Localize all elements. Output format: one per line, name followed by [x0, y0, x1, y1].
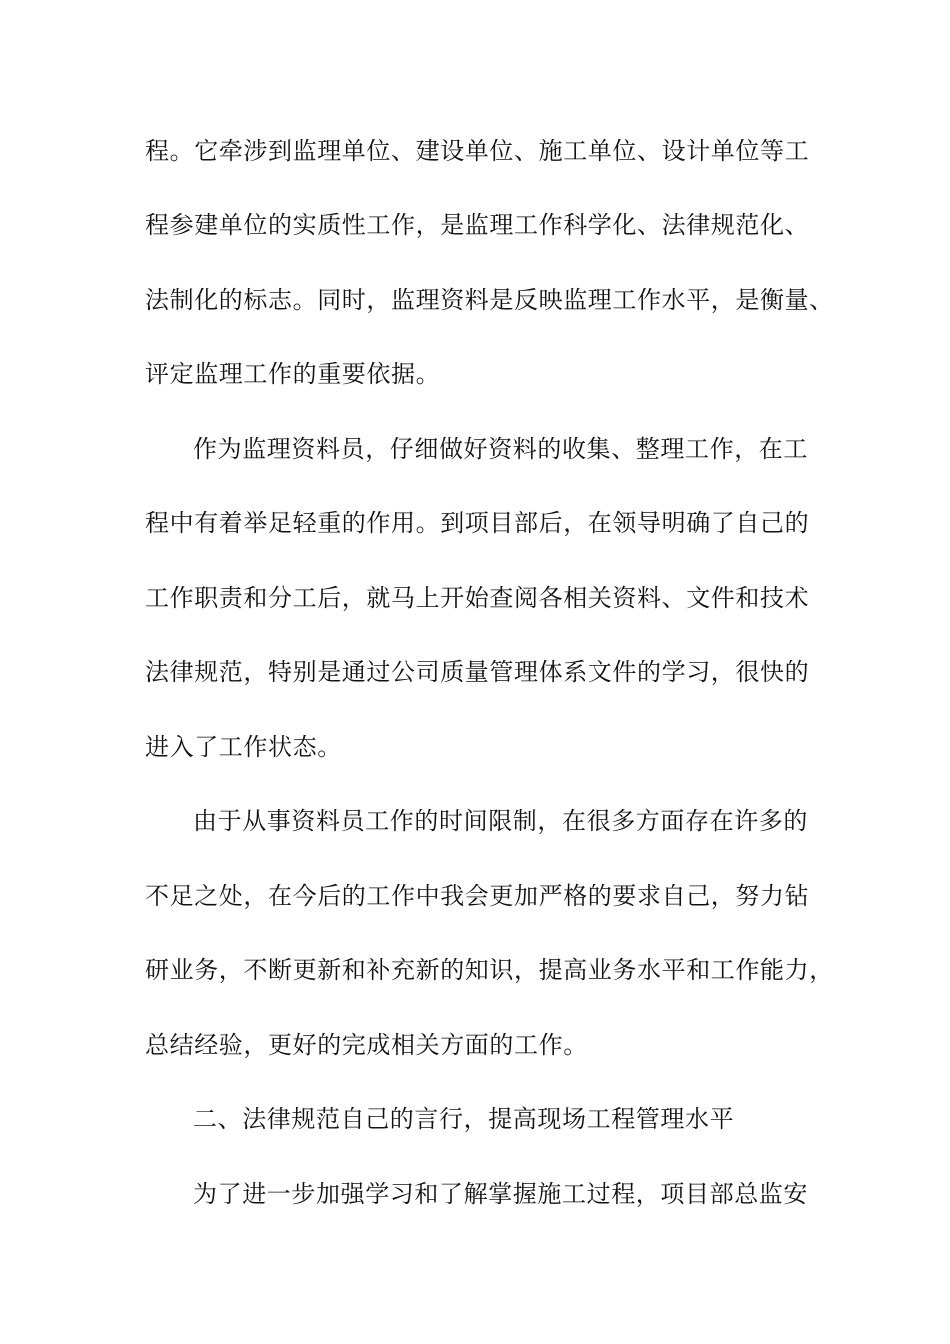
text-line: 工作职责和分工后，就马上开始查阅各相关资料、文件和技术	[145, 584, 810, 612]
text-line: 研业务，不断更新和补充新的知识，提高业务水平和工作能力，	[145, 956, 834, 984]
paragraph-first-line: 作为监理资料员，仔细做好资料的收集、整理工作，在工	[193, 435, 808, 463]
section-heading: 二、法律规范自己的言行，提高现场工程管理水平	[193, 1105, 735, 1133]
text-line: 法制化的标志。同时，监理资料是反映监理工作水平，是衡量、	[145, 286, 834, 314]
text-line: 程。它牵涉到监理单位、建设单位、施工单位、设计单位等工	[145, 137, 810, 165]
text-line: 总结经验，更好的完成相关方面的工作。	[145, 1031, 588, 1059]
text-line: 法律规范，特别是通过公司质量管理体系文件的学习，很快的	[145, 658, 810, 686]
text-line: 程中有着举足轻重的作用。到项目部后，在领导明确了自己的	[145, 509, 810, 537]
text-line: 程参建单位的实质性工作，是监理工作科学化、法律规范化、	[145, 211, 810, 239]
paragraph-first-line: 由于从事资料员工作的时间限制，在很多方面存在许多的	[193, 807, 808, 835]
text-line: 评定监理工作的重要依据。	[145, 360, 441, 388]
text-line: 进入了工作状态。	[145, 733, 342, 761]
text-line: 不足之处，在今后的工作中我会更加严格的要求自己，努力钻	[145, 882, 810, 910]
paragraph-first-line: 为了进一步加强学习和了解掌握施工过程，项目部总监安	[193, 1180, 808, 1208]
